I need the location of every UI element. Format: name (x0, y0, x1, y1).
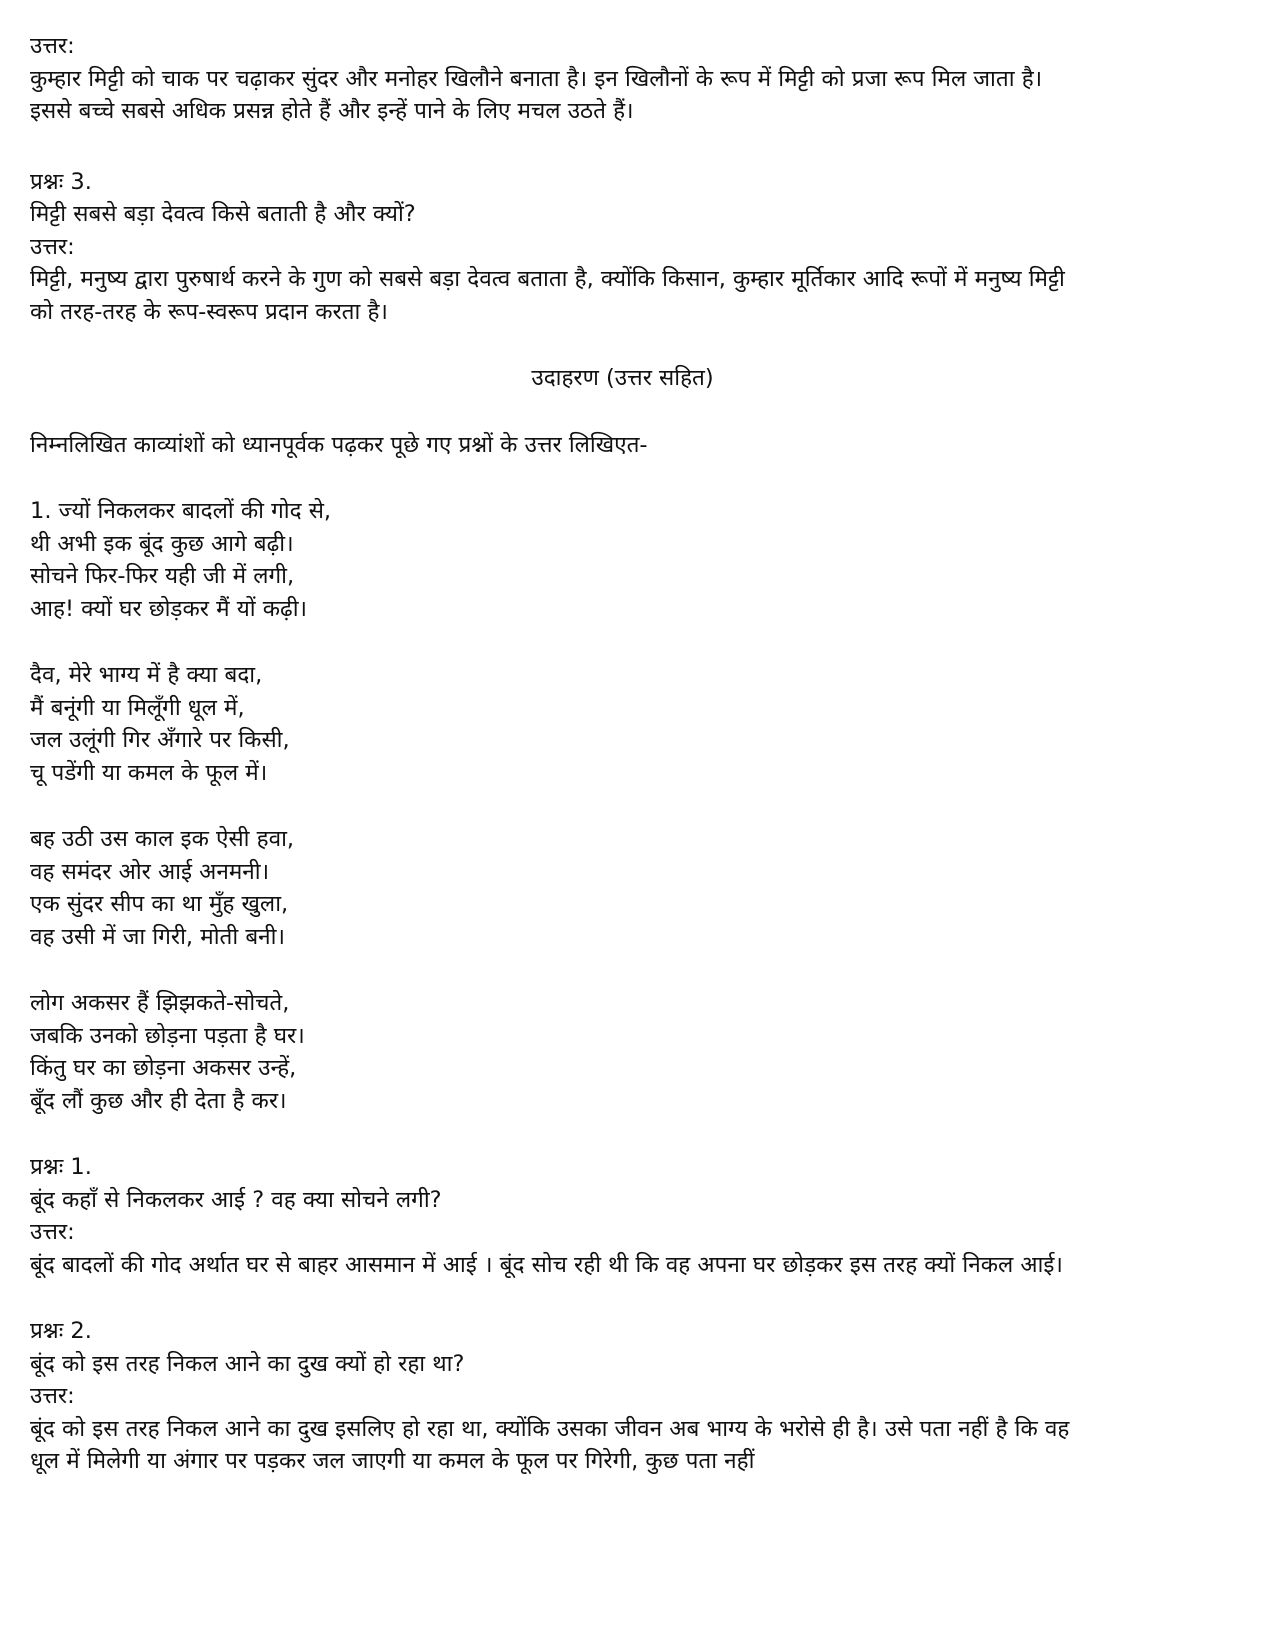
poem-question-block-1 (30, 1151, 1245, 1281)
poem-line: एक सुंदर सीप का था मुँह खुला, (30, 891, 289, 917)
question-text: बूंद कहाँ से निकलकर आई ? वह क्या सोचने लगी? (30, 1186, 442, 1213)
question-label: प्रश्नः 3. (30, 168, 92, 195)
answer-line: बूंद बादलों की गोद अर्थात घर से बाहर आसमान में आई । बूंद सोच रही थी कि वह अपना घर छोड़कर इस तरह क्यों निकल आई। (30, 1251, 1063, 1278)
poem-line: जबकि उनको छोड़ना पड़ता है घर। (30, 1022, 305, 1049)
poem-question-block-2 (30, 1315, 1245, 1478)
instruction-text: निम्नलिखित काव्यांशों को ध्यानपूर्वक पढ़कर पूछे गए प्रश्नों के उत्तर लिखिएत- (30, 431, 648, 458)
answer-label: उत्तर: (30, 33, 75, 59)
poem-line: लोग अकसर हैं झिझकते-सोचते, (30, 990, 290, 1016)
section-heading: उदाहरण (उत्तर सहित) (531, 365, 714, 391)
poem-stanza-1 (30, 495, 1245, 625)
answer-line: बूंद को इस तरह निकल आने का दुख इसलिए हो रहा था, क्योंकि उसका जीवन अब भाग्य के भरोसे ही है। उसे पता नहीं है कि वह (30, 1415, 1070, 1442)
prev-answer-block (30, 30, 1245, 128)
answer-line: इससे बच्चे सबसे अधिक प्रसन्न होते हैं और इन्हें पाने के लिए मचल उठते हैं। (30, 98, 634, 124)
question-label: प्रश्नः 1. (30, 1154, 92, 1180)
poem-stanza-3 (30, 823, 1245, 953)
poem-line: चू पडेंगी या कमल के फूल में। (30, 759, 268, 786)
answer-line: को तरह-तरह के रूप-स्वरूप प्रदान करता है। (30, 298, 388, 325)
poem-line: मैं बनूंगी या मिलूँगी धूल में, (30, 694, 245, 721)
poem-line: 1. ज्यों निकलकर बादलों की गोद से, (30, 498, 332, 524)
document-page (30, 30, 1245, 1478)
poem-line: सोचने फिर-फिर यही जी में लगी, (30, 563, 295, 589)
question-block-3 (30, 166, 1245, 329)
question-text: मिट्टी सबसे बड़ा देवत्व किसे बताती है और क्यों? (30, 201, 416, 227)
poem-line: वह उसी में जा गिरी, मोती बनी। (30, 923, 286, 950)
poem-line: आह! क्यों घर छोड़कर मैं यों कढ़ी। (30, 595, 308, 622)
poem-stanza-2 (30, 659, 1245, 789)
poem-line: दैव, मेरे भाग्य में है क्या बदा, (30, 662, 263, 688)
poem-line: बह उठी उस काल इक ऐसी हवा, (30, 826, 295, 852)
answer-line: मिट्टी, मनुष्य द्वारा पुरुषार्थ करने के गुण को सबसे बड़ा देवत्व बताता है, क्योंकि किसान, कुम्हार मूर्तिकार आदि रूपों में मनुष्य मिट्टी (30, 266, 1065, 292)
poem-line: वह समंदर ओर आई अनमनी। (30, 858, 270, 885)
answer-label: उत्तर: (30, 1383, 75, 1409)
poem-stanza-4 (30, 987, 1245, 1117)
answer-line: धूल में मिलेगी या अंगार पर पड़कर जल जाएगी या कमल के फूल पर गिरेगी, कुछ पता नहीं (30, 1448, 755, 1474)
answer-label: उत्तर: (30, 1219, 75, 1245)
poem-line: किंतु घर का छोड़ना अकसर उन्हें, (30, 1055, 297, 1081)
question-text: बूंद को इस तरह निकल आने का दुख क्यों हो रहा था? (30, 1350, 465, 1377)
poem-line: बूँद लौं कुछ और ही देता है कर। (30, 1087, 287, 1114)
answer-label: उत्तर: (30, 233, 75, 260)
poem-line: थी अभी इक बूंद कुछ आगे बढ़ी। (30, 530, 294, 557)
answer-line: कुम्हार मिट्टी को चाक पर चढ़ाकर सुंदर और मनोहर खिलौने बनाता है। इन खिलौनों के रूप में मिट्टी को प्रजा रूप मिल जाता है। (30, 65, 1043, 92)
question-label: प्रश्नः 2. (30, 1318, 92, 1344)
poem-line: जल उलूंगी गिर अँगारे पर किसी, (30, 727, 290, 753)
